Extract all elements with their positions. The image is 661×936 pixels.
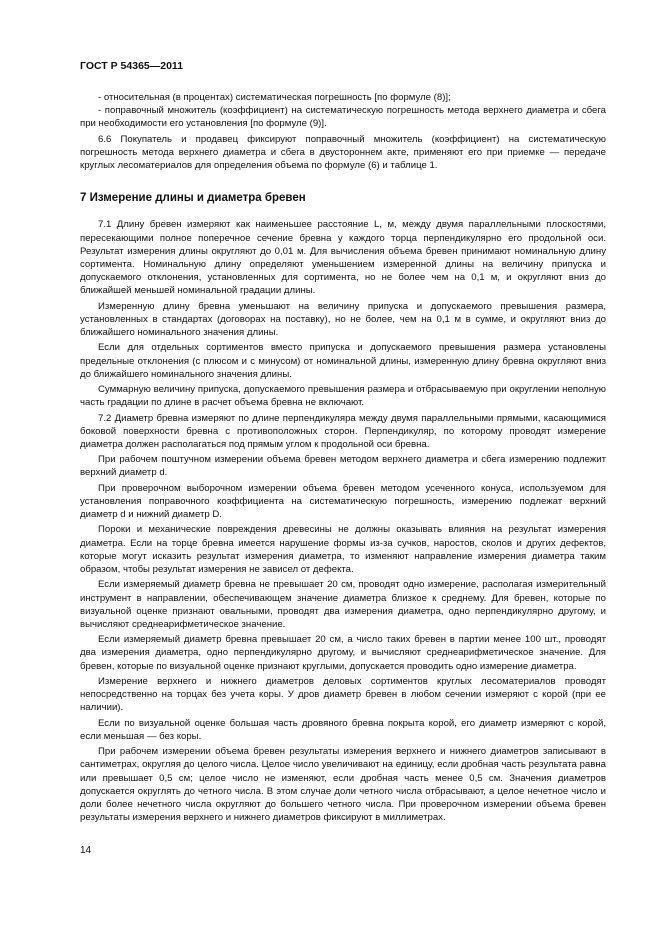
list-item: - поправочный множитель (коэффициент) на систематическую погрешность метода верхнего диаметра и сбега при необходимости его установления [по формуле (9)]. [80,105,606,130]
paragraph: Измерение верхнего и нижнего диаметров деловых сортиментов круглых лесоматериалов проводят непосредственно на торцах без учета коры. У дров диаметр бревен в любом сечении измеряют с корой (при ее наличии). [80,675,606,714]
paragraph: Суммарную величину припуска, допускаемого превышения размера и отбрасываемую при округлении неполную часть градации по длине в расчет объема бревна не включают. [80,384,606,409]
list-item: - относительная (в процентах) систематическая погрешность [по формуле (8)]; [98,92,451,103]
document-header: ГОСТ Р 54365—2011 [80,60,184,72]
paragraph: Если измеряемый диаметр бревна превышает 20 см, а число таких бревен в партии менее 100 шт., проводят два измерения диаметра, одно перпендикулярно другому, и вычисляют среднеарифметическое значение. Для бревен, которые по визуальной оценке признают круглыми, допускается проводить одно измерение диаметра. [80,634,606,672]
paragraph: 7.2 Диаметр бревна измеряют по длине перпендикуляра между двумя параллельными прямыми, касающимися боковой поверхности бревна с противоположных сторон. Перпендикуляр, по которому проводят измерение диаметра должен располагаться под прямым углом к продольной оси бревна. [80,412,606,450]
paragraph: 6.6 Покупатель и продавец фиксируют поправочный множитель (коэффициент) на систематическую погрешность метода верхнего диаметра и сбега в двустороннем акте, применяют его при приемке — передаче круглых лесоматериалов для определения объема по формуле (6) и таблице 1. [80,133,606,172]
paragraph: При рабочем поштучном измерении объема бревен методом верхнего диаметра и сбега измерению подлежит верхний диаметр d. [80,454,606,479]
page-body [80,91,606,824]
paragraph: Измеренную длину бревна уменьшают на величину припуска и допускаемого превышения размера, установленных в стандартах (договорах на поставку), но не более, чем на 0,1 м в сумме, и округляют вниз до ближайшего номинального значения длины. [80,300,606,339]
paragraph: При проверочном выборочном измерении объема бревен методом усеченного конуса, используемом для установления поправочного коэффициента на систематическую погрешность, измерению подлежат верхний диаметр d и нижний диаметр D. [80,482,606,521]
paragraph: Если по визуальной оценке большая часть дровяного бревна покрыта корой, его диаметр измеряют с корой, если меньшая — без коры. [80,717,606,742]
section-title: 7 Измерение длины и диаметра бревен [80,192,306,205]
paragraph: 7.1 Длину бревен измеряют как наименьшее расстояние L, м, между двумя параллельными плоскостями, пересекающими полное поперечное сечение бревна у каждого торца перпендикулярно его продольной оси. Результат измерения длины округляют до 0,01 м. Для вычисления объема бревен принимают номинальную длину сортимента. Номинальную длину определяют уменьшением измеренной длины на величину припуска и допускаемого отклонения, установленных для сортимента, но не более чем на 0,1 м, и округляют вниз до ближайшей меньшей номинальной градации длины. [80,219,606,297]
paragraph: При рабочем измерении объема бревен результаты измерения верхнего и нижнего диаметров записывают в сантиметрах, округляя до целого числа. Целое число увеличивают на единицу, если дробная часть результата равна или превышает 0,5 см; целое число не изменяют, если дробная часть менее 0,5 см. Значения диаметров допускается округлять до четного числа. В этом случае доли четного числа отбрасывают, а целое нечетное число и доли более нечетного числа округляют до большего четного числа. При проверочном измерении объема бревен результаты измерения верхнего и нижнего диаметров фиксируют в миллиметрах. [80,746,606,824]
paragraph: Если измеряемый диаметр бревна не превышает 20 см, проводят одно измерение, располагая измерительный инструмент в направлении, обеспечивающем значение диаметра близкое к среднему. Для бревен, которые по визуальной оценке признают овальными, проводят два измерения диаметра, одно перпендикулярно другому, и вычисляют среднеарифметическое значение. [80,579,606,630]
paragraph: Если для отдельных сортиментов вместо припуска и допускаемого превышения размера установлены предельные отклонения (с плюсом и с минусом) от номинальной длины, измеренную длину бревна округляют вниз до ближайшего номинального значения длины. [80,342,606,380]
paragraph: Пороки и механические повреждения древесины не должны оказывать влияния на результат измерения диаметра. Если на торце бревна имеется нарушение формы из-за сучков, наростов, сколов и других дефектов, которые могут исказить результат измерения диаметра, то изменяют направление измерения диаметра таким образом, чтобы результат измерения не зависел от дефекта. [80,524,606,576]
page-number: 14 [80,845,92,856]
